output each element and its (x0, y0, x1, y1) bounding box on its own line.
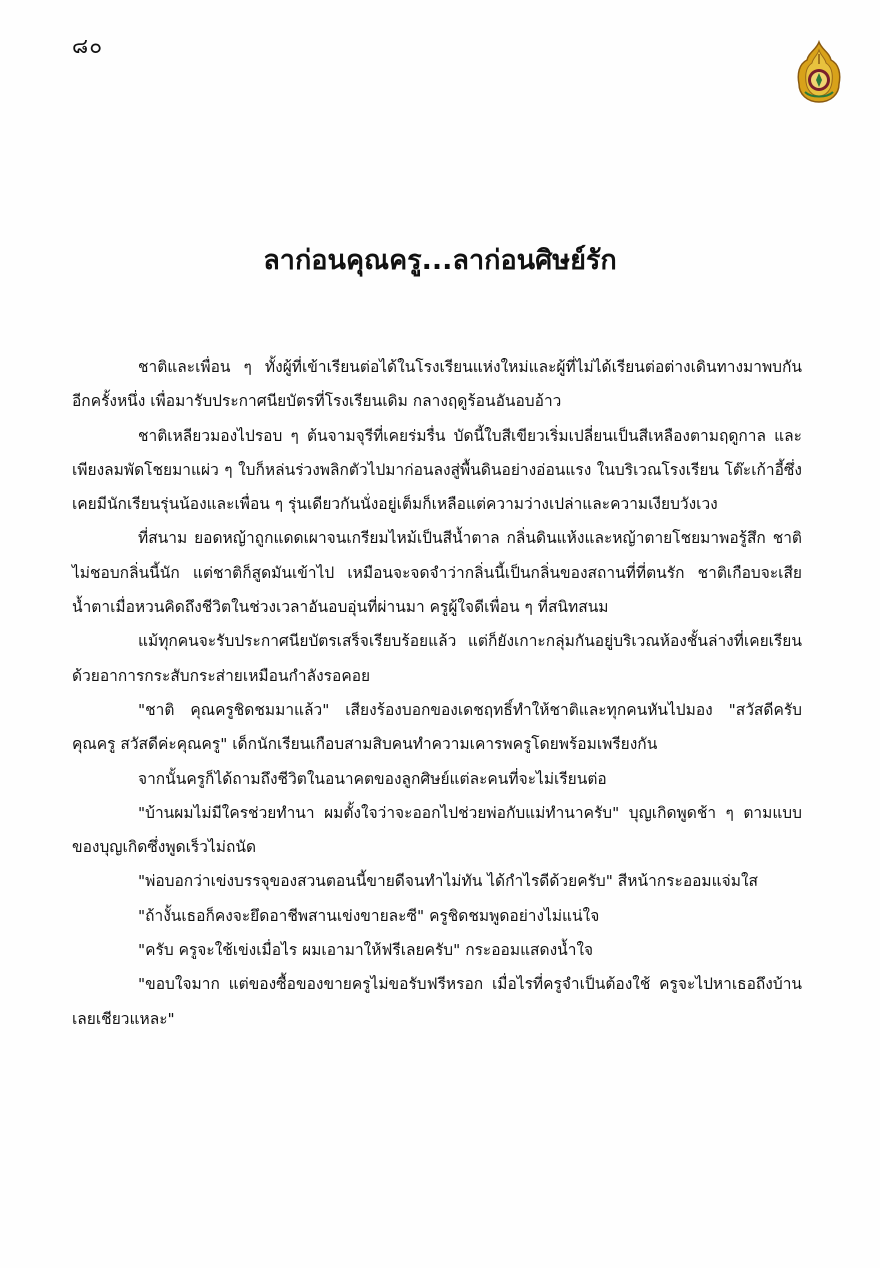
paragraph: "พ่อบอกว่าเข่งบรรจุของสวนตอนนี้ขายดีจนทำไม่ทัน ได้กำไรดีด้วยครับ" สีหน้ากระออมแจ่มใส (138, 872, 758, 891)
body-text (72, 350, 802, 1036)
paragraph: "ชาติ คุณครูชิดชมมาแล้ว" เสียงร้องบอกของเดชฤทธิ์ทำให้ชาติและทุกคนหันไปมอง "สวัสดีครับคุณครู สวัสดีค่ะคุณครู" เด็กนักเรียนเกือบสามสิบคนทำความเคารพครูโดยพร้อมเพรียงกัน (72, 700, 802, 754)
document-title: ลาก่อนคุณครู...ลาก่อนศิษย์รัก (263, 245, 617, 276)
paragraph: ชาติและเพื่อน ๆ ทั้งผู้ที่เข้าเรียนต่อได้ในโรงเรียนแห่งใหม่และผู้ที่ไม่ได้เรียนต่อต่างเดินทางมาพบกันอีกครั้งหนึ่ง เพื่อมารับประกาศนียบัตรที่โรงเรียนเดิม กลางฤดูร้อนอันอบอ้าว (72, 358, 802, 411)
paragraph: ชาติเหลียวมองไปรอบ ๆ ต้นจามจุรีที่เคยร่มรื่น บัดนี้ใบสีเขียวเริ่มเปลี่ยนเป็นสีเหลืองตามฤดูกาล และเพียงลมพัดโชยมาแผ่ว ๆ ใบก็หล่นร่วงพลิกตัวไปมาก่อนลงสู่พื้นดินอย่างอ่อนแรง ในบริเวณโรงเรียน โต๊ะเก้าอี้ซึ่งเคยมีนักเรียนรุ่นน้องและเพื่อน ๆ รุ่นเดียวกันนั่งอยู่เต็มก็เหลือแต่ความว่างเปล่าและความเงียบวังเวง (72, 426, 802, 514)
paragraph: "ครับ ครูจะใช้เข่งเมื่อไร ผมเอามาให้ฟรีเลยครับ" กระออมแสดงน้ำใจ (138, 941, 594, 960)
school-crest-icon (795, 40, 843, 104)
page-number: ๘๐ (72, 34, 104, 58)
paragraph: "บ้านผมไม่มีใครช่วยทำนา ผมตั้งใจว่าจะออกไปช่วยพ่อกับแม่ทำนาครับ" บุญเกิดพูดช้า ๆ ตามแบบของบุญเกิดซึ่งพูดเร็วไม่ถนัด (72, 803, 802, 857)
paragraph: "ถ้างั้นเธอก็คงจะยึดอาชีพสานเข่งขายละซี" ครูชิดชมพูดอย่างไม่แน่ใจ (138, 906, 600, 925)
paragraph: จากนั้นครูก็ได้ถามถึงชีวิตในอนาคตของลูกศิษย์แต่ละคนที่จะไม่เรียนต่อ (138, 769, 607, 788)
paragraph: "ขอบใจมาก แต่ของซื้อของขายครูไม่ขอรับฟรีหรอก เมื่อไรที่ครูจำเป็นต้องใช้ ครูจะไปหาเธอถึงบ้านเลยเชียวแหละ" (72, 975, 802, 1028)
paragraph: แม้ทุกคนจะรับประกาศนียบัตรเสร็จเรียบร้อยแล้ว แต่ก็ยังเกาะกลุ่มกันอยู่บริเวณห้องชั้นล่างที่เคยเรียนด้วยอาการกระสับกระส่ายเหมือนกำลังรอคอย (72, 632, 802, 685)
paragraph: ที่สนาม ยอดหญ้าถูกแดดเผาจนเกรียมไหม้เป็นสีน้ำตาล กลิ่นดินแห้งและหญ้าตายโชยมาพอรู้สึก ชาติไม่ชอบกลิ่นนี้นัก แต่ชาติก็สูดมันเข้าไป เหมือนจะจดจำว่ากลิ่นนี้เป็นกลิ่นของสถานที่ที่ตนรัก ชาติเกือบจะเสียน้ำตาเมื่อหวนคิดถึงชีวิตในช่วงเวลาอันอบอุ่นที่ผ่านมา ครูผู้ใจดีเพื่อน ๆ ที่สนิทสนม (72, 529, 802, 617)
